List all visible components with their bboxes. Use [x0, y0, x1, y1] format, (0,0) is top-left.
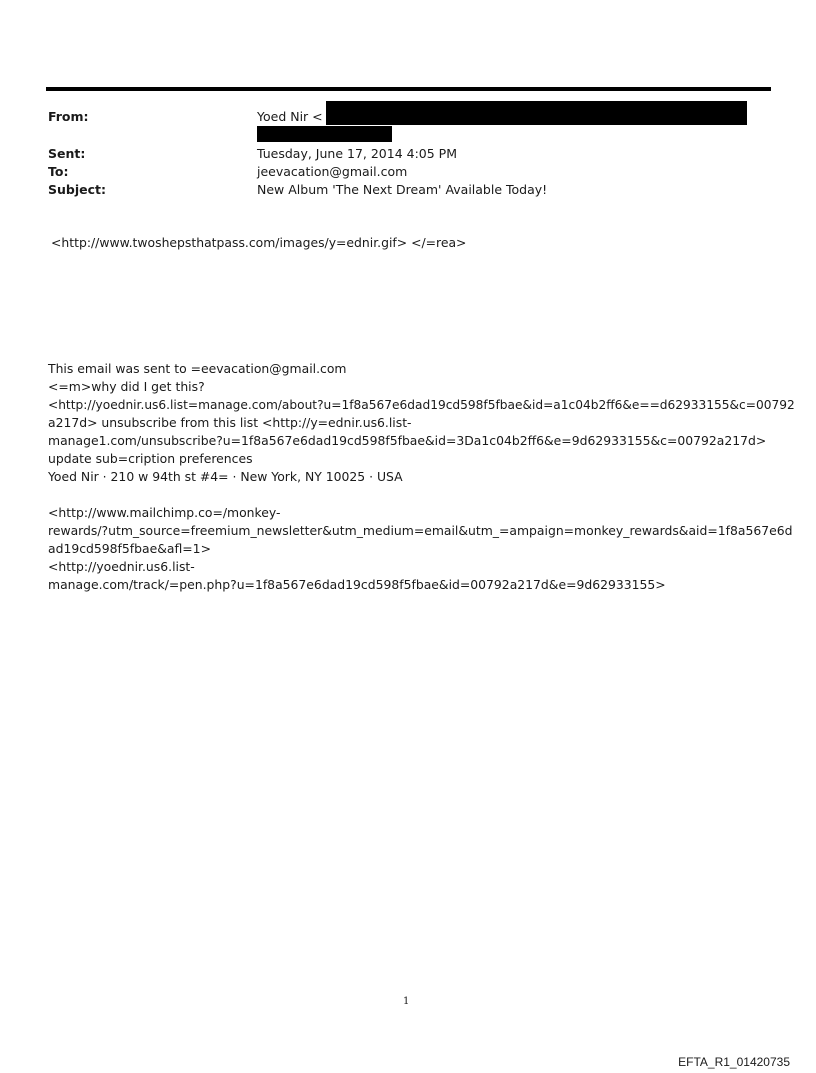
body-line: a217d> unsubscribe from this list <http://y=ednir.us6.list- [48, 415, 412, 430]
body-line: update sub=cription preferences [48, 451, 253, 466]
redaction-box [257, 126, 392, 142]
from-value: Yoed Nir < [257, 109, 323, 124]
body-line: <http://yoednir.us6.list=manage.com/about?u=1f8a567e6dad19cd598f5fbae&id=a1c04b2ff6&e==d62933155&c=00792 [48, 398, 795, 412]
sent-value: Tuesday, June 17, 2014 4:05 PM [257, 146, 457, 161]
footer-line: <http://yoednir.us6.list- [48, 559, 195, 574]
redaction-box [326, 101, 747, 125]
sent-label: Sent: [48, 146, 86, 161]
to-label: To: [48, 164, 69, 179]
body-line: manage1.com/unsubscribe?u=1f8a567e6dad19cd598f5fbae&id=3Da1c04b2ff6&e=9d62933155&c=00792a217d> [48, 433, 767, 448]
subject-label: Subject: [48, 182, 106, 197]
bates-number: EFTA_R1_01420735 [678, 1055, 790, 1069]
subject-value: New Album 'The Next Dream' Available Today! [257, 182, 548, 197]
footer-line: ad19cd598f5fbae&afl=1> [48, 541, 211, 556]
body-line: <=m>why did I get this? [48, 379, 205, 394]
image-link: <http://www.twoshepsthatpass.com/images/y=ednir.gif> </=rea> [51, 235, 467, 250]
from-label: From: [48, 109, 89, 124]
page-number: 1 [403, 996, 410, 1007]
header-rule [46, 87, 771, 91]
body-line: This email was sent to =eevacation@gmail.com [48, 361, 347, 376]
body-line: Yoed Nir · 210 w 94th st #4= · New York, NY 10025 · USA [48, 469, 403, 484]
footer-line: rewards/?utm_source=freemium_newsletter&utm_medium=email&utm_=ampaign=monkey_rewards&aid=1f8a567e6d [48, 523, 793, 538]
footer-line: manage.com/track/=pen.php?u=1f8a567e6dad19cd598f5fbae&id=00792a217d&e=9d62933155> [48, 577, 666, 592]
to-value: jeevacation@gmail.com [257, 164, 408, 179]
footer-line: <http://www.mailchimp.co=/monkey- [48, 505, 281, 520]
